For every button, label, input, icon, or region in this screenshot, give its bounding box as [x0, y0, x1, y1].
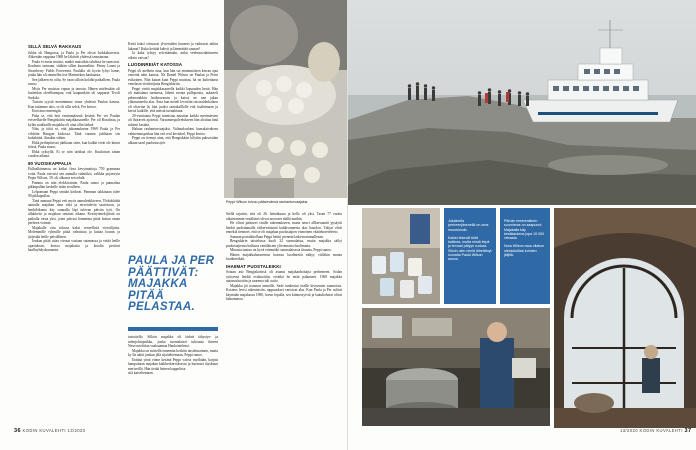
- photo-boat: [348, 0, 696, 205]
- paragraph: siiä katseltemaan.: [128, 371, 154, 375]
- info-text: Kaikki tekevät töitä kaikkea, mutta mistä leipä ja tervaal pätyyn ruokaa. Silloin olen nimiä lähettänyt lounaita Paula Wilson sanoo.: [448, 235, 492, 262]
- boat-image: [348, 0, 696, 205]
- paragraph: tustoitello. Silloin majakka oli tärkeä tähystys- ja tulenjohtopaikka, jonka suomalaiset tuhoutaa ilmeen Neuvostoliiton vaaloaamaa Hankonielensi.: [128, 335, 218, 348]
- issue: 13/2020: [620, 428, 638, 433]
- paragraph: Samaan portaikkollaan Peppi hetitti pienenä laskeuvatumalleaan.: [230, 234, 324, 239]
- paragraph: Majakalle ottu tulossa kaksi veneellistä vierailijoita. Molemmille ryhmille pitää valmistaa ja kattaa lounas ja järjestää heille päivällinen.: [28, 225, 120, 239]
- kitchen-image: [362, 308, 550, 426]
- paragraph: Majakka jäi toonnon armoille. Sade tunkeutui sisälle kivisenten saarnoista. Kosteus levisi rakenteisiin, rappauskset varisivat alas. Kun Paula ja Per tulivat käymään majakassa 1980, luvun lopulla, sen kiinnostyivät ja laatukohteat olivat lahoamassa.: [226, 283, 342, 301]
- lighthouse-window-icon: [554, 208, 696, 428]
- subheading: SILLÄ SELVÄ RAKKAUS: [28, 44, 82, 49]
- magazine-name: KODIN KUVALEHTI: [639, 428, 683, 433]
- paragraph: Haluan rauhanturvaajaksi. Valimakoskeni kansalaivaksen valmennuspaikoa hän osti reul kevääral, Peppi kertoo.: [128, 127, 218, 136]
- text-column-2-bottom: [128, 335, 218, 423]
- pull-quote: PAULA JA PER PÄÄTTIVÄT: MAJAKKA PITÄÄ PELASTAA.: [128, 255, 215, 313]
- photo-window: [554, 208, 696, 428]
- info-text: Jokainella perheenjäsenellä on oma muumimuki.: [448, 219, 489, 232]
- paragraph: Ja kaka tyhtyy selvittämään, mikä vedensuodattimeen oikein vaivaa?: [128, 51, 218, 60]
- paragraph: Bengtskärin taistelussa kuoli 32 suomalaista, mutta majakka säilyi puolustajiensa hallussa venäläisten ylivoimasta huolimatta.: [226, 239, 342, 248]
- photo-caption: Peppi Wilson toivoo pääsevänsä rauhanturvaajaksi.: [226, 200, 309, 204]
- right-page: [348, 0, 696, 450]
- folio-left: [14, 428, 85, 434]
- subheading: IHAIIMAT PUOSTALEIKKI: [226, 263, 281, 269]
- info-box-1: [444, 208, 496, 304]
- page-number: 36: [14, 428, 21, 434]
- paragraph: Tostain syystä meninimme sinne yhdessä Paulan kanssa. Kun taitimme ulos, se oli silla selvä, Per kertoo.: [28, 100, 120, 109]
- magazine-name: KODIN KUVALEHTI: [22, 428, 66, 433]
- subheading: 90 VUOSIKAPPALIA: [28, 160, 72, 166]
- paragraph: Pulloalkinnassa on kaiksi firsa kevytmaitoja 750 grammaa voita. Paula vaivaisi sen aamulla valmiiksi, valikka pojanvyin Pepin Wilson, 39, oli alkonut sen tehdä.: [28, 167, 120, 180]
- cups-image: [362, 208, 440, 304]
- paragraph: Sen jälkeen en oiltu. Se vaan silloin kolahti paikalleen, Paula sanoo.: [28, 77, 120, 86]
- paragraph: Niin, ja töitä se, että juhannuksena 1969 Paula ja Per vihittiin Hangon kirkossa. Tänä vuonna juhlitaan siis kultahäitä. Ainakin vähän.: [28, 127, 120, 140]
- paragraph: Ehkä perhepiirissä juhlitaan siten, kun kaikki eivät ole kiinni töissä, Paula sanoo.: [28, 140, 120, 149]
- paragraph: Eräänä yönä viime kesänä Peppi valvoi myöhään, harjasi hampaitaan majakan kaikkeskerroksessa ja huomasi täyskuun meriveillä. Hän tietää heinen kappelissa: [128, 357, 218, 371]
- baking-image: [224, 0, 348, 198]
- paragraph: Peppi on tienuyt aina, että Bengtskärin kilytiin paksosulan alkaan saarl puolustustyöt: [128, 136, 218, 145]
- paragraph: Minusta tuntuu on hyvä eriennäkö suomalaisesta tituaata, Peppi sanoo.: [230, 248, 332, 252]
- text-column-3: [226, 212, 342, 422]
- photo-kitchen: [362, 308, 550, 426]
- paragraph: 20-vuotiaana Peppi tunnistaa muuttaa kaikki merimiesten oli ihoraveit ajatovat. Varsamiespalvelukseen hän aloittaa tänä taloimi kesänä.: [128, 113, 218, 127]
- paragraph: Majakka on mitsellä ennemän keskiin taistelutaimen, mutta ky lla näitä jonkun jälä sijaitehtemaan, Peppi sanoo.: [128, 348, 218, 357]
- paragraph: Peppi oli melkein atua, kun hän sai ensimmäisen kerran ajaa veneittä näin kanssa. Nä Daniel Wilson on Paulan ja Perin esikoinen. Niin kauan kuin Peppi muistaa, hä on kultettanut venelasin viettäväjotta Bengtskäriin.: [128, 68, 218, 86]
- folio-right: [620, 428, 691, 434]
- info-text: Päivän ensimmäinen suurvieras on saapunut. Majakalla käy kesäkautena jopa 15 000 vierasta.: [504, 219, 545, 241]
- paragraph: Lelpomaan Peppi senään korkeat. Pamman takkinaan tulee 90 pikkupullaa.: [28, 189, 120, 198]
- photo-cups: [362, 208, 440, 304]
- text-column-2-top: [128, 42, 218, 252]
- paragraph: Sotaan asti Bengtskärissä oli asunut majakanhoitajia perheineen. Sodan syttyessä heidät evakuoitiin, eivätkä he enää palanneet. 1968 majakka automatisoitiin ja saarenta tuli autio.: [226, 270, 342, 283]
- page-number: 37: [684, 428, 692, 434]
- paragraph: He olivat päässeet sisälle rakennukseen, mutta neuvi allkersaantti pysäytti heidät pudottamalla räikervaisinnä kakkivannesta alas hauolon. Tulijat olvät ennekiä tiennoet, että se oli majakan puolustajien viimeinen väätiekoreteleeto.: [226, 221, 342, 234]
- info-text: Nora Wilson raoa ullakon oleskelutilaa kohden jäljillä.: [504, 244, 545, 258]
- paragraph: Myös Per muistaa vapun ja tanssin. Hänen mielestään oli kutienkin oleellisempaa, että kaupunkiin oli sapparut Tivoli Sarkola.: [28, 86, 120, 100]
- paragraph: Peppi viettä majakkasaarella kaikki lapsuuden kesät. Hän oli mattalana turmassa, lähetti monta pullopostia, askarteli pehmotakkin lasikeavaruin ja katsoi ne nen jakan ylätasanteelta alas. Aina kun meteli levottiin ruistsaiderkalaon oli oltavina lä, hän juoksi rantakalllolle että itsähtimaan ja kertoi kaikille, että meistä tuonalrtana.: [128, 86, 218, 113]
- paragraph: Pamma on niin elokkivainen, Paula sanoo ja paimaltaa pikkupullan keskelle reiän sivulleen.: [28, 180, 120, 189]
- paragraph: Tänä aamuna Peppi veti myös aamulenkkiveen. Ylekokkähä aamulla majakan oma väki ja tervetulevät saaristoon, ja henkilökunta käy sunualla läpi tulevan päivän työt. On allukkeisi ja majakan senäoni aikana. Kesäryöntekijöistä on paikalla vasta yksi, joten päivasi hummina pitää hoitaa oman perheen voimin.: [28, 198, 120, 225]
- paragraph: Jukka oli Hangossa, ja Paula ja Per olivat Isokkakarveria. Ahkerään vappuna 1968 he lähtivät yhdessä tanssimaan.: [28, 50, 120, 59]
- paragraph: Hänen majakkahuoneensa katossa luodinreiät näkyy vieläkin monta luodinreikää.: [226, 252, 342, 261]
- paragraph: Kettä kaksi siivuavat ylvieraiden huoneet ja vaihtavat niihin lakanat? Kuka keittää kahvit ja lämmittää saunan?: [128, 42, 218, 51]
- paragraph: Ehkä syksyllä. Ei se niin tarkkaa ole. Kuuluisan sanan vuoden aikana.: [28, 149, 120, 158]
- paragraph: Paha se, että heti ensimmäisenä kesänä Per vei Paulan eviseelkselle Bengtskärin majakkasaarelle. Per oli Rosalasta, ja kylän asukkaille majakka oli aina ollut tärkeä.: [28, 113, 120, 127]
- info-box-2: [500, 208, 550, 304]
- paragraph: Paula ei ensin muista, minkä muistikin tahdissa he tanssivat. Ilonlento tarinaan, sitähän sillon kuunneltiin. Penny Lanea ja Strawberry Fields Forevernä. Paulalla oli hyvin lyhyt hame, jonka hän oli ommellut itse Marimekon kankaasta.: [28, 59, 120, 77]
- paragraph: Eroisista emerengiä.: [32, 109, 62, 113]
- paragraph: Siellä tajuisin, että oli 26. heinäkuuta ja kello oli yksi. Tasan 77 vuotta aikaisemmin venäläiset olivat noosseet täällä maihin.: [226, 212, 342, 221]
- issue: 13/2020: [67, 428, 86, 433]
- text-column-1: [28, 42, 120, 422]
- photo-baking: [224, 0, 348, 198]
- paragraph: Ionkun pitää ottaa vieraat vastaan satamassa ja vetää heille opastuksen, kertoa majakasta ja koodia pestävä haalluyhdyskunnasta.: [28, 239, 120, 252]
- subheading: LUODINREIÄT KATOSSA: [128, 62, 183, 67]
- pull-quote-bar: [128, 327, 218, 331]
